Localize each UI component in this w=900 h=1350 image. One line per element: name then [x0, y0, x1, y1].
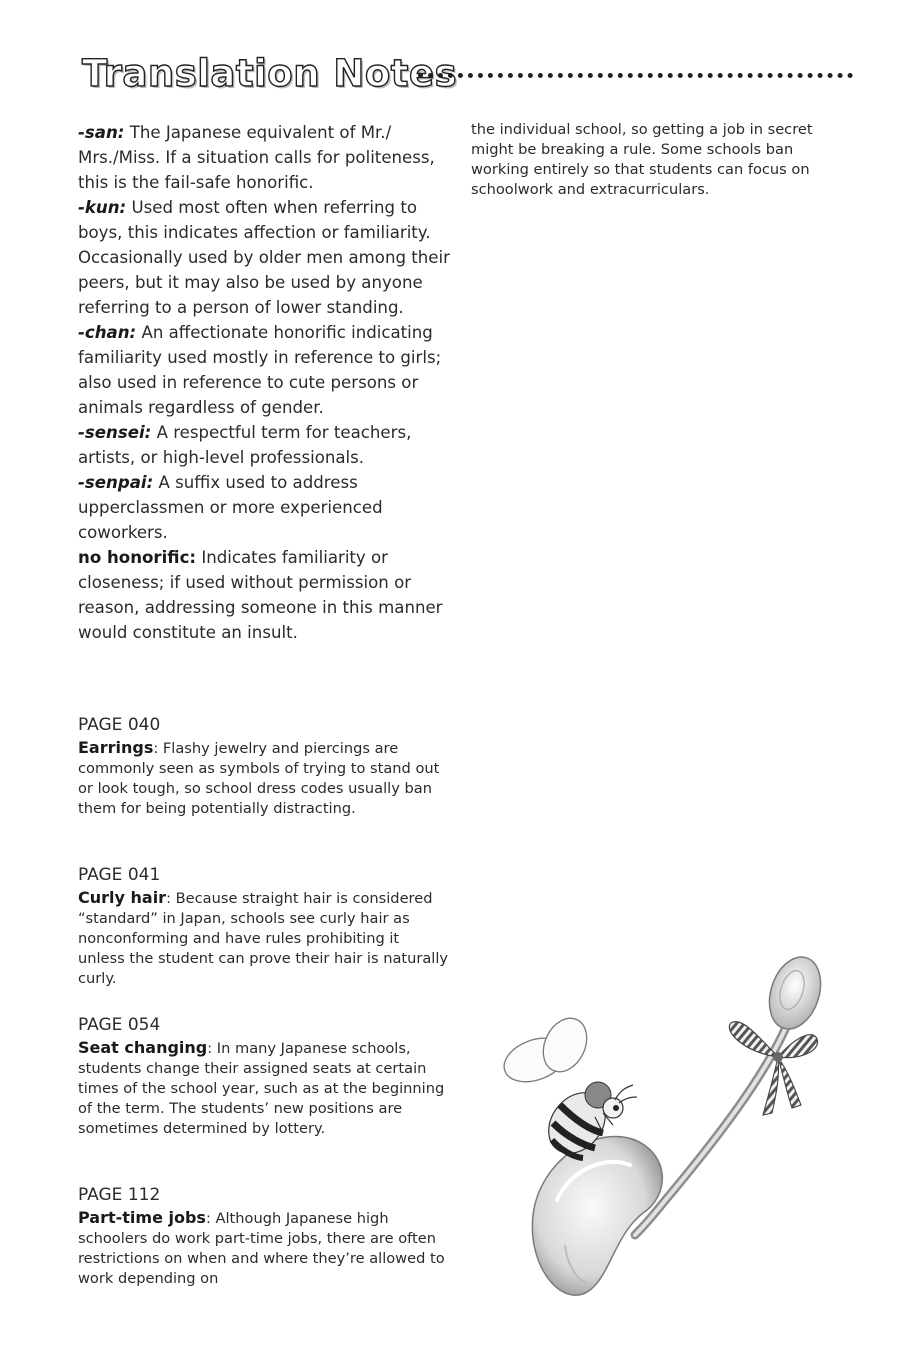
note-body [78, 1208, 450, 1289]
note-body [78, 738, 450, 819]
honorific-definition: An affectionate honorific indicating familiarity used mostly in reference to girls; also used in reference to cute persons or animals regardless of gender. [78, 323, 442, 417]
note-page-number: PAGE 112 [78, 1185, 161, 1205]
honorific-term: -san: [78, 123, 125, 142]
honorific-term: -chan: [78, 323, 137, 342]
header-dotted-rule [418, 73, 853, 78]
note-page-112 [78, 1183, 450, 1289]
honorific-entry-sensei [78, 420, 450, 470]
honorific-definition: Used most often when referring to boys, this indicates affection or familiarity. Occasionally used by older men among their peers, but it may also be used by anyone referring to a person of lower standing. [78, 198, 450, 317]
honorific-entry-san [78, 120, 450, 195]
page-title: Translation Notes [82, 52, 458, 95]
honorific-entry-chan [78, 320, 450, 420]
note-page-number: PAGE 041 [78, 865, 161, 885]
note-text: : In many Japanese schools, students change their assigned seats at certain times of the school year, such as at the beginning of the term. The students’ new positions are sometimes determined by lottery. [78, 1040, 445, 1137]
note-page-040 [78, 713, 450, 819]
note-text: : Because straight hair is considered “standard” in Japan, schools see curly hair as nonconforming and have rules prohibiting it unless the student can prove their hair is naturally curly. [78, 890, 449, 987]
note-term: Curly hair [78, 888, 167, 907]
note-term: Seat changing [78, 1038, 208, 1057]
note-continued-text: the individual school, so getting a job in secret might be breaking a rule. Some schools ban working entirely so that students can focus on schoolwork and extracurriculars. [471, 121, 813, 198]
honorific-definition: The Japanese equivalent of Mr./ Mrs./Miss. If a situation calls for politeness, this is the fail-safe honorific. [78, 123, 435, 192]
honorific-term: -senpai: [78, 473, 154, 492]
honorifics-list [78, 120, 450, 645]
honorific-term: -kun: [78, 198, 127, 217]
honorific-term: -sensei: [78, 423, 152, 442]
honorific-definition: A suffix used to address upperclassmen or more experienced coworkers. [78, 473, 383, 542]
note-page-number: PAGE 040 [78, 715, 161, 735]
note-text: : Flashy jewelry and piercings are commonly seen as symbols of trying to stand out or look tough, so school dress codes usually ban them for being potentially distracting. [78, 740, 440, 817]
note-body [78, 1038, 450, 1139]
note-page-041 [78, 863, 450, 989]
note-body [78, 888, 450, 989]
note-text: : Although Japanese high schoolers do work part-time jobs, there are often restrictions on when and where they’re allowed to work depending on [78, 1210, 445, 1287]
note-term: Part-time jobs [78, 1208, 206, 1227]
honorific-entry-kun [78, 195, 450, 320]
honorific-definition: Indicates familiarity or closeness; if used without permission or reason, addressing someone in this manner would constitute an insult. [78, 548, 443, 642]
note-page-number: PAGE 054 [78, 1015, 161, 1035]
honorific-definition: A respectful term for teachers, artists, or high-level professionals. [78, 423, 412, 467]
honorific-entry-none [78, 545, 450, 645]
note-page-054 [78, 1013, 450, 1139]
honorific-term: no honorific: [78, 548, 197, 567]
note-term: Earrings [78, 738, 154, 757]
honorific-entry-senpai [78, 470, 450, 545]
bee-and-spoon-illustration [495, 945, 855, 1325]
